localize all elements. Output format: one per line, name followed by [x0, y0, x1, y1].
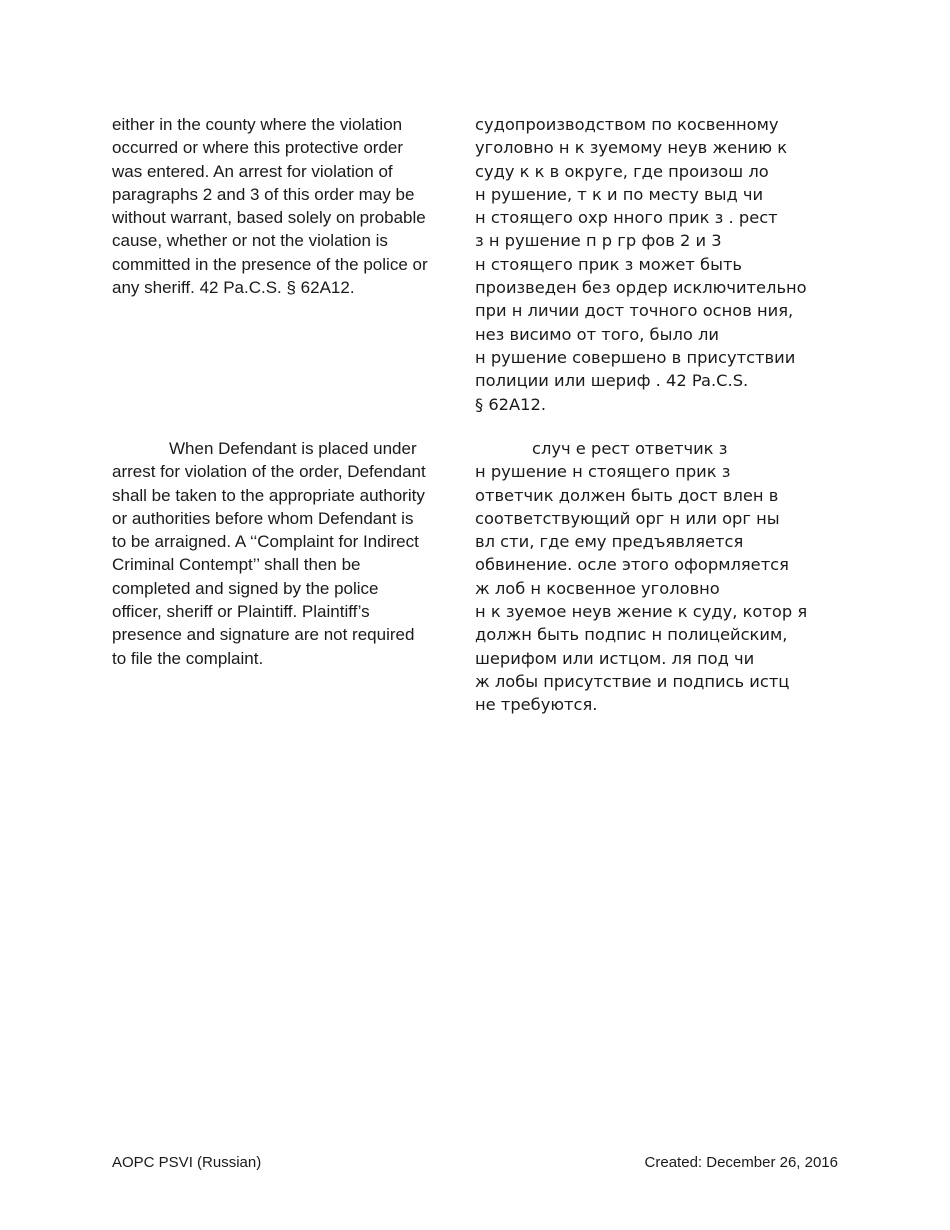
paragraph-1-russian: [475, 113, 835, 416]
text-line: without warrant, based solely on probable: [112, 208, 426, 228]
text-line: при н личии дост точного основ ния,: [475, 301, 794, 321]
text-line: When Defendant is placed under: [169, 439, 417, 458]
text-line: either in the county where the violation: [112, 115, 403, 134]
text-line: ж лобы присутствие и подпись истц: [475, 671, 790, 691]
text-line: произведен без ордер исключительно: [475, 278, 807, 298]
text-line: shall be taken to the appropriate authority: [112, 485, 425, 505]
text-line: occurred or where this protective order: [112, 138, 404, 158]
text-line: was entered. An arrest for violation of: [112, 161, 393, 181]
text-line: н стоящего прик з может быть: [475, 254, 743, 274]
text-line: § 62A12.: [475, 394, 547, 414]
text-line: соответствующий орг н или орг ны: [475, 508, 780, 528]
text-line: судопроизводством по косвенному: [475, 115, 779, 134]
text-line: должн быть подпис н полицейским,: [475, 625, 788, 645]
text-line: arrest for violation of the order, Defendant: [112, 462, 426, 482]
text-line: случ е рест ответчик з: [532, 439, 728, 458]
text-line: to be arraigned. A ‘‘Complaint for Indirect: [112, 532, 419, 552]
text-line: не требуются.: [475, 695, 598, 715]
text-line: officer, sheriff or Plaintiff. Plaintiff’s: [112, 602, 370, 622]
footer-form-id: AOPC PSVI (Russian): [112, 1154, 262, 1171]
text-line: нез висимо от того, было ли: [475, 324, 719, 344]
text-line: paragraphs 2 and 3 of this order may be: [112, 184, 415, 204]
text-line: н к зуемое неув жение к суду, котор я: [475, 602, 808, 622]
text-line: completed and signed by the police: [112, 578, 379, 598]
text-line: н рушение совершено в присутствии: [475, 347, 796, 367]
text-line: суду к к в округе, где произош ло: [475, 161, 769, 181]
paragraph-1-english: [112, 113, 462, 299]
text-line: полиции или шериф . 42 Pa.C.S.: [475, 371, 749, 391]
text-line: з н рушение п р гр фов 2 и 3: [475, 231, 722, 251]
text-line: cause, whether or not the violation is: [112, 231, 388, 251]
text-line: to file the complaint.: [112, 648, 264, 668]
text-line: committed in the presence of the police or: [112, 254, 428, 274]
text-line: обвинение. осле этого оформляется: [475, 555, 789, 575]
text-line: н стоящего охр нного прик з . рест: [475, 208, 778, 228]
text-line: шерифом или истцом. ля под чи: [475, 648, 755, 668]
text-line: presence and signature are not required: [112, 625, 415, 645]
text-line: н рушение, т к и по месту выд чи: [475, 184, 764, 204]
paragraph-2-english: [112, 437, 462, 670]
text-line: Criminal Contempt’’ shall then be: [112, 555, 361, 575]
text-line: ж лоб н косвенное уголовно: [475, 578, 720, 598]
text-line: н рушение н стоящего прик з: [475, 462, 731, 482]
text-line: ответчик должен быть дост влен в: [475, 485, 779, 505]
text-line: or authorities before whom Defendant is: [112, 508, 414, 528]
paragraph-2-russian: [475, 437, 835, 717]
text-line: уголовно н к зуемому неув жению к: [475, 138, 788, 158]
text-line: вл сти, где ему предъявляется: [475, 532, 744, 552]
text-line: any sheriff. 42 Pa.C.S. § 62A12.: [112, 278, 355, 298]
footer-created-date: Created: December 26, 2016: [644, 1154, 838, 1171]
